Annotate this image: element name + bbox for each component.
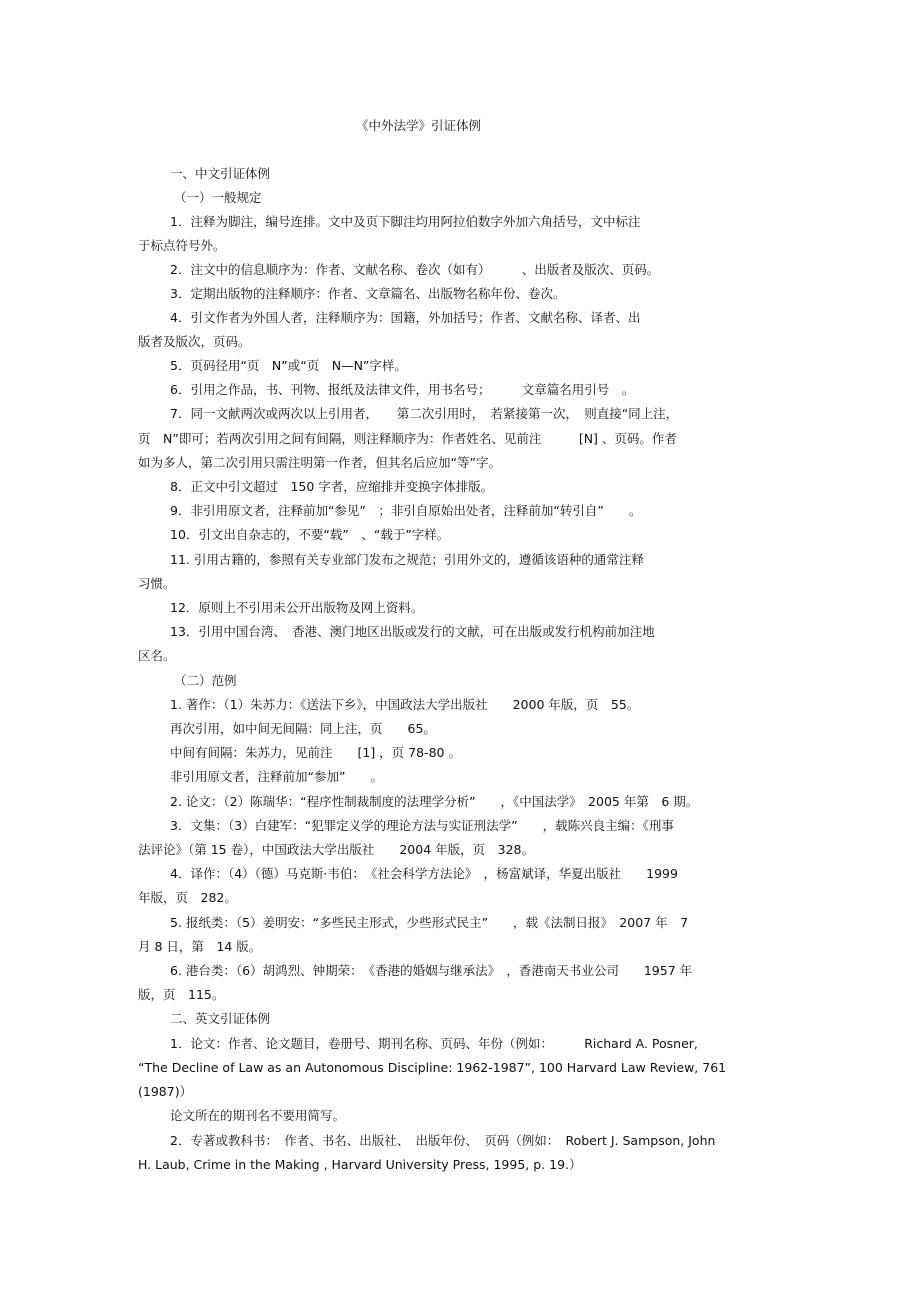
example-1: 1. 著作：（1）朱苏力：《送法下乡》，中国政法大学出版社 2000 年版，页 55。: [170, 697, 640, 712]
english-rule-1-line-1: 1．论文：作者、论文题目，卷册号、期刊名称、页码、年份（例如： Richard A. Posner,: [170, 1036, 698, 1051]
subsection-heading-general: （一）一般规定: [174, 190, 262, 205]
example-2: 2. 论文：（2）陈瑞华：“程序性制裁制度的法理学分析” ，《中国法学》 2005 年第 6 期。: [170, 794, 699, 809]
rule-1-line-2: 于标点符号外。: [138, 238, 226, 253]
example-4-line-1: 4．译作：（4）（德）马克斯·韦伯： 《社会科学方法论》 ，杨富斌译，华夏出版社 1999: [170, 866, 678, 881]
example-6-line-1: 6. 港台类：（6）胡鸿烈、钟期荣： 《香港的婚姻与继承法》 ，香港南天书业公司 1957 年: [170, 963, 693, 978]
rule-9: 9．非引用原文者，注释前加“参见” ；非引自原始出处者，注释前加“转引自” 。: [170, 503, 642, 518]
example-1-repeat: 再次引用，如中间无间隔：同上注，页 65。: [170, 721, 436, 736]
rule-8: 8．正文中引文超过 150 字者，应缩排并变换字体排版。: [170, 479, 494, 494]
rule-6: 6．引用之作品，书、刊物、报纸及法律文件，用书名号； 文章篇名用引号 。: [170, 382, 635, 397]
example-6-line-2: 版，页 115。: [138, 987, 225, 1002]
rule-7-line-3: 如为多人，第二次引用只需注明第一作者，但其名后应加“等”字。: [138, 455, 501, 470]
english-rule-2-line-1: 2．专著或教科书： 作者、书名、出版社、 出版年份、 页码（例如： Robert J. Sampson, John: [170, 1133, 716, 1148]
document-title: 《中外法学》引证体例: [356, 118, 482, 133]
rule-4-line-2: 版者及版次，页码。: [138, 334, 251, 349]
example-1-nonquote: 非引用原文者，注释前加“参加” 。: [170, 769, 383, 784]
rule-11-line-2: 习惯。: [138, 576, 176, 591]
example-5-line-1: 5. 报纸类：（5）姜明安：“多些民主形式，少些形式民主” ，载《法制日报》 2007 年 7: [170, 915, 689, 930]
section-heading-chinese: 一、中文引证体例: [170, 166, 271, 181]
rule-10: 10．引文出自杂志的，不要“载” 、“载于”字样。: [170, 527, 450, 542]
rule-13-line-1: 13．引用中国台湾、 香港、澳门地区出版或发行的文献，可在出版或发行机构前加注地: [170, 624, 655, 639]
example-5-line-2: 月 8 日，第 14 版。: [138, 939, 262, 954]
rule-7-line-1: 7．同一文献两次或两次以上引用者， 第二次引用时， 若紧接第一次， 则直接“同上注，: [170, 406, 679, 421]
example-3-line-1: 3．文集：（3）白建军：“犯罪定义学的理论方法与实证刑法学” ，载陈兴良主编：《刑事: [170, 818, 674, 833]
rule-12: 12．原则上不引用未公开出版物及网上资料。: [170, 600, 424, 615]
example-1-gap: 中间有间隔：朱苏力，见前注 [1] ，页 78-80 。: [170, 745, 461, 760]
rule-5: 5．页码径用“页 N”或“页 N—N”字样。: [170, 358, 407, 373]
english-rule-2-line-2: H. Laub, Crime in the Making , Harvard University Press, 1995, p. 19.）: [138, 1157, 582, 1172]
rule-4-line-1: 4．引文作者为外国人者，注释顺序为：国籍，外加括号；作者、文献名称、译者、出: [170, 310, 641, 325]
english-rule-1-note: 论文所在的期刊名不要用简写。: [170, 1108, 346, 1123]
rule-3: 3．定期出版物的注释顺序：作者、文章篇名、出版物名称年份、卷次。: [170, 286, 566, 301]
rule-11-line-1: 11. 引用古籍的，参照有关专业部门发布之规范；引用外文的，遵循该语种的通常注释: [170, 552, 644, 567]
section-heading-english: 二、英文引证体例: [170, 1011, 271, 1026]
rule-2: 2．注文中的信息顺序为：作者、文献名称、卷次（如有） 、出版者及版次、页码。: [170, 262, 660, 277]
rule-7-line-2: 页 N”即可；若两次引用之间有间隔，则注释顺序为：作者姓名、见前注 [N] 、页码。作者: [138, 431, 677, 446]
rule-1-line-1: 1．注释为脚注，编号连排。文中及页下脚注均用阿拉伯数字外加六角括号，文中标注: [170, 214, 641, 229]
english-rule-1-line-3: (1987)）: [138, 1084, 193, 1099]
example-4-line-2: 年版，页 282。: [138, 890, 237, 905]
example-3-line-2: 法评论》（第 15 卷），中国政法大学出版社 2004 年版，页 328。: [138, 842, 534, 857]
subsection-heading-examples: （二）范例: [174, 673, 237, 688]
rule-13-line-2: 区名。: [138, 648, 176, 663]
english-rule-1-line-2: “The Decline of Law as an Autonomous Discipline: 1962-1987”, 100 Harvard Law Review, 761: [138, 1060, 727, 1075]
